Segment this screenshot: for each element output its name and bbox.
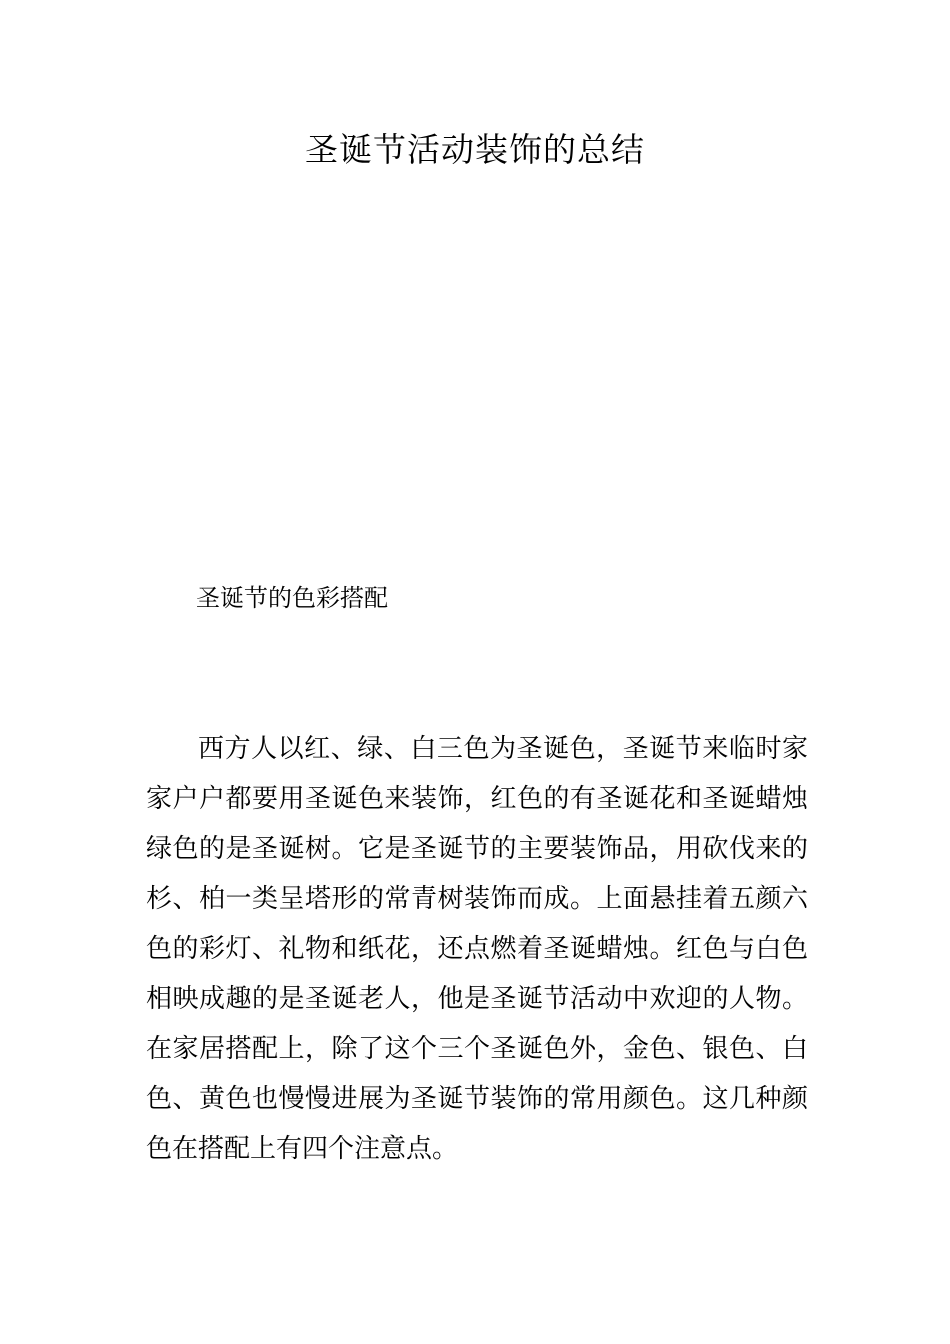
document-title: 圣诞节活动装饰的总结	[305, 130, 645, 169]
section-heading: 圣诞节的色彩搭配	[196, 584, 388, 612]
body-paragraph: 西方人以红、绿、白三色为圣诞色，圣诞节来临时家家户户都要用圣诞色来装饰，红色的有圣诞花和圣诞蜡烛绿色的是圣诞树。它是圣诞节的主要装饰品，用砍伐来的杉、柏一类呈塔形的常青树装饰而成。上面悬挂着五颜六色的彩灯、礼物和纸花，还点燃着圣诞蜡烛。红色与白色相映成趣的是圣诞老人，他是圣诞节活动中欢迎的人物。在家居搭配上，除了这个三个圣诞色外，金色、银色、白色、黄色也慢慢进展为圣诞节装饰的常用颜色。这几种颜色在搭配上有四个注意点。	[146, 734, 808, 1164]
